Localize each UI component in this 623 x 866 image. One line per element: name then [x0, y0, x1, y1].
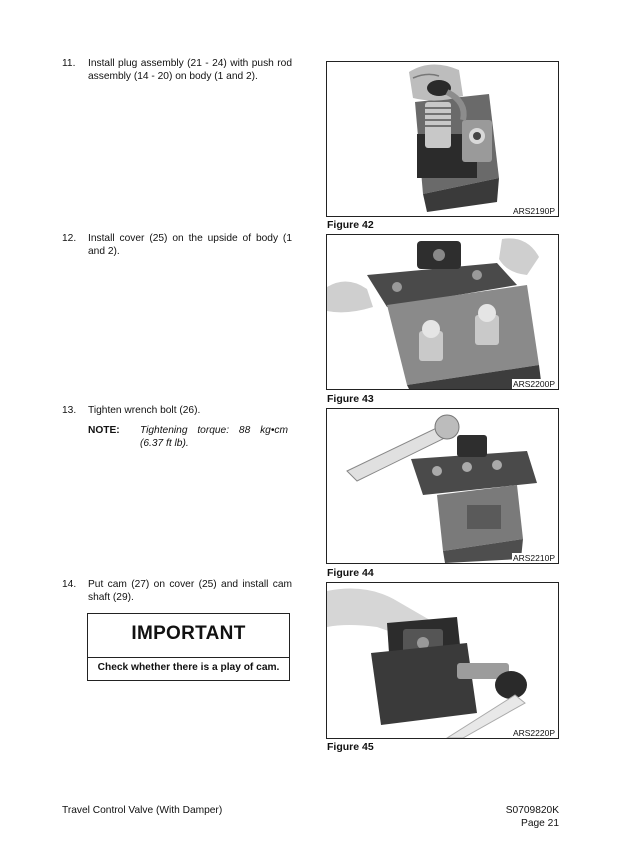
note-label: NOTE: — [88, 425, 120, 436]
wrench-bolt-tighten-photo — [327, 409, 558, 563]
step-text: Put cam (27) on cover (25) and install cam shaft (29). — [88, 579, 292, 603]
important-title: IMPORTANT — [131, 623, 246, 644]
step-number: 14. — [62, 579, 77, 590]
figure-caption: Figure 42 — [327, 219, 374, 231]
step-number: 11. — [62, 58, 76, 69]
valve-cover-install-photo — [327, 235, 558, 389]
step-text: Install plug assembly (21 - 24) with push rod assembly (14 - 20) on body (1 and 2). — [88, 58, 292, 82]
step-number: 12. — [62, 233, 77, 244]
figure-43-photo — [326, 234, 559, 390]
figure-44-photo — [326, 408, 559, 564]
footer-title: Travel Control Valve (With Damper) — [62, 805, 223, 816]
figure-caption: Figure 44 — [327, 567, 374, 579]
step-text: Install cover (25) on the upside of body (1 and 2). — [88, 233, 292, 257]
figure-code: ARS2190P — [512, 206, 555, 216]
cam-shaft-install-photo — [327, 583, 558, 738]
figure-code: ARS2220P — [512, 728, 555, 738]
important-divider — [88, 657, 289, 658]
footer-page-number: Page 21 — [521, 818, 559, 829]
footer-doc-id: S0709820K — [505, 805, 559, 816]
step-text: Tighten wrench bolt (26). — [88, 405, 201, 416]
figure-caption: Figure 43 — [327, 393, 374, 405]
figure-code: ARS2200P — [512, 379, 555, 389]
important-message: Check whether there is a play of cam. — [97, 662, 280, 673]
step-number: 13. — [62, 405, 77, 416]
valve-plug-install-photo — [327, 62, 558, 216]
figure-caption: Figure 45 — [327, 741, 374, 753]
figure-42-photo — [326, 61, 559, 217]
note-text: Tightening torque: 88 kg•cm (6.37 ft lb). — [140, 425, 288, 449]
figure-code: ARS2210P — [512, 553, 555, 563]
important-box — [87, 613, 290, 681]
figure-45-photo — [326, 582, 559, 739]
